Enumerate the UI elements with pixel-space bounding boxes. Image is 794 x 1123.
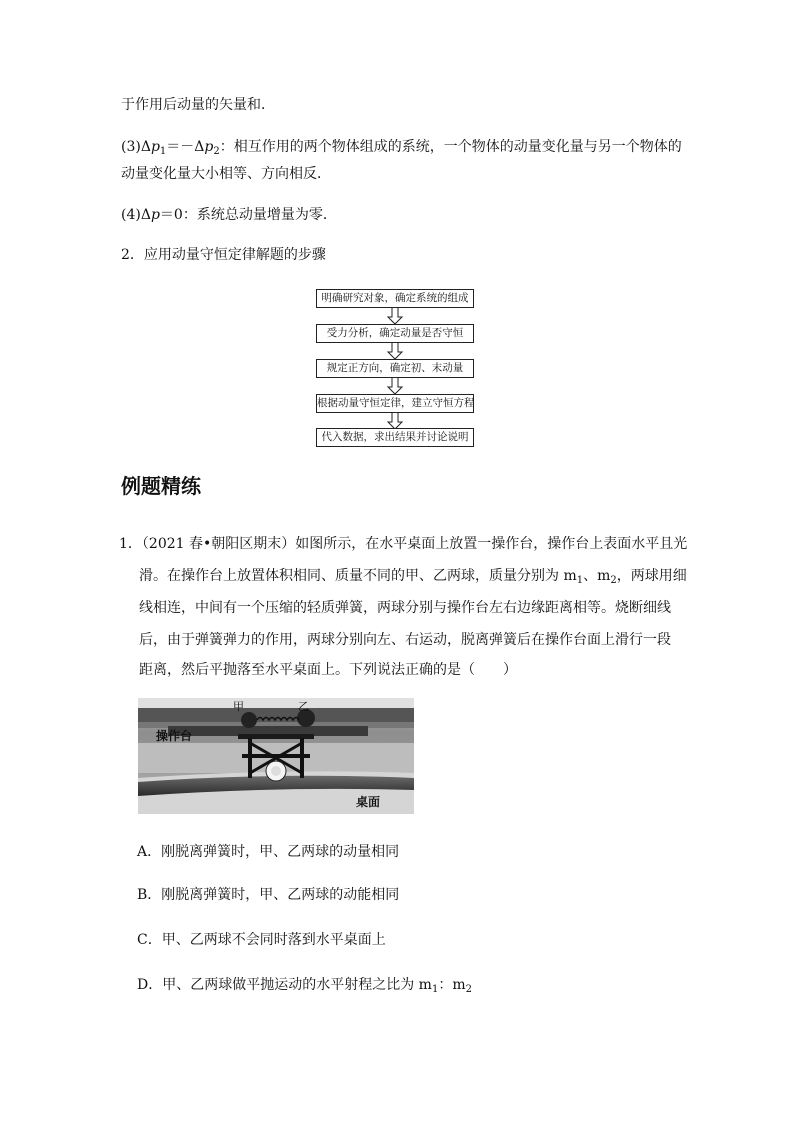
label-ball-a: 甲 [233, 700, 244, 713]
item4-text: ＝0：系统总动量增量为零． [159, 207, 337, 223]
item3-p2: p [204, 139, 214, 155]
item4-p: p [150, 207, 160, 223]
label-ball-b: 乙 [298, 700, 309, 713]
down-arrow-icon [385, 307, 405, 325]
section-heading: 例题精练 [121, 474, 201, 498]
item3-prefix: (3)Δ [121, 139, 151, 155]
q-line2-end: ，两球用细 [616, 568, 687, 584]
experiment-photo [138, 698, 414, 814]
q-line2-sub1: 1 [576, 575, 584, 586]
option-d-sub2: 2 [465, 984, 472, 995]
item3-p1: p [150, 139, 160, 155]
item4-prefix: (4)Δ [121, 207, 151, 223]
flow-step-1: 明确研究对象，确定系统的组成 [316, 289, 474, 308]
question-line-3: 线相连，中间有一个压缩的轻质弹簧，两球分别与操作台左右边缘距离相等。烧断细线 [139, 600, 671, 616]
option-c: C．甲、乙两球不会同时落到水平桌面上 [137, 932, 386, 948]
flowchart [313, 285, 477, 445]
option-d-mid: ：m [438, 977, 466, 993]
down-arrow-icon [385, 342, 405, 360]
option-b: B．刚脱离弹簧时，甲、乙两球的动能相同 [137, 887, 400, 903]
q-line2-mid: 、m [583, 568, 611, 584]
option-d-sub1: 1 [431, 984, 439, 995]
question-line-2 [139, 566, 687, 591]
item3-sub2: 2 [213, 146, 220, 157]
flow-step-4: 根据动量守恒定律，建立守恒方程 [316, 394, 474, 413]
item3-mid: ＝－Δ [166, 139, 205, 155]
intro-item-4 [121, 205, 337, 225]
flow-step-3: 规定正方向，确定初、末动量 [316, 359, 474, 378]
label-table: 桌面 [356, 795, 381, 809]
question-line-1: 1．（2021 春•朝阳区期末）如图所示，在水平桌面上放置一操作台，操作台上表面水平且光 [119, 536, 688, 552]
q-line2-sub2: 2 [610, 575, 617, 586]
option-d [137, 975, 472, 1000]
item3-sub1: 1 [159, 146, 167, 157]
flow-step-2: 受力分析，确定动量是否守恒 [316, 324, 474, 343]
flow-step-5: 代入数据，求出结果并讨论说明 [316, 428, 474, 447]
intro-line-1: 于作用后动量的矢量和． [121, 97, 275, 113]
intro-item-3 [121, 137, 682, 162]
intro-item-3-line-2: 动量变化量大小相等、方向相反． [121, 166, 331, 182]
label-platform: 操作台 [156, 729, 193, 743]
question-line-5: 距离，然后平抛落至水平桌面上。下列说法正确的是（ ） [139, 662, 517, 678]
down-arrow-icon [385, 377, 405, 395]
question-line-4: 后，由于弹簧弹力的作用，两球分别向左、右运动，脱离弹簧后在操作台面上滑行一段 [139, 632, 671, 648]
option-a: A．刚脱离弹簧时，甲、乙两球的动量相同 [137, 844, 400, 860]
item3-text: ：相互作用的两个物体组成的系统，一个物体的动量变化量与另一个物体的 [219, 139, 682, 155]
section-2-title: 2．应用动量守恒定律解题的步骤 [121, 247, 326, 263]
q-line2-a: 滑。在操作台上放置体积相同、质量不同的甲、乙两球，质量分别为 m [139, 568, 577, 584]
option-d-prefix: D．甲、乙两球做平抛运动的水平射程之比为 m [137, 977, 432, 993]
